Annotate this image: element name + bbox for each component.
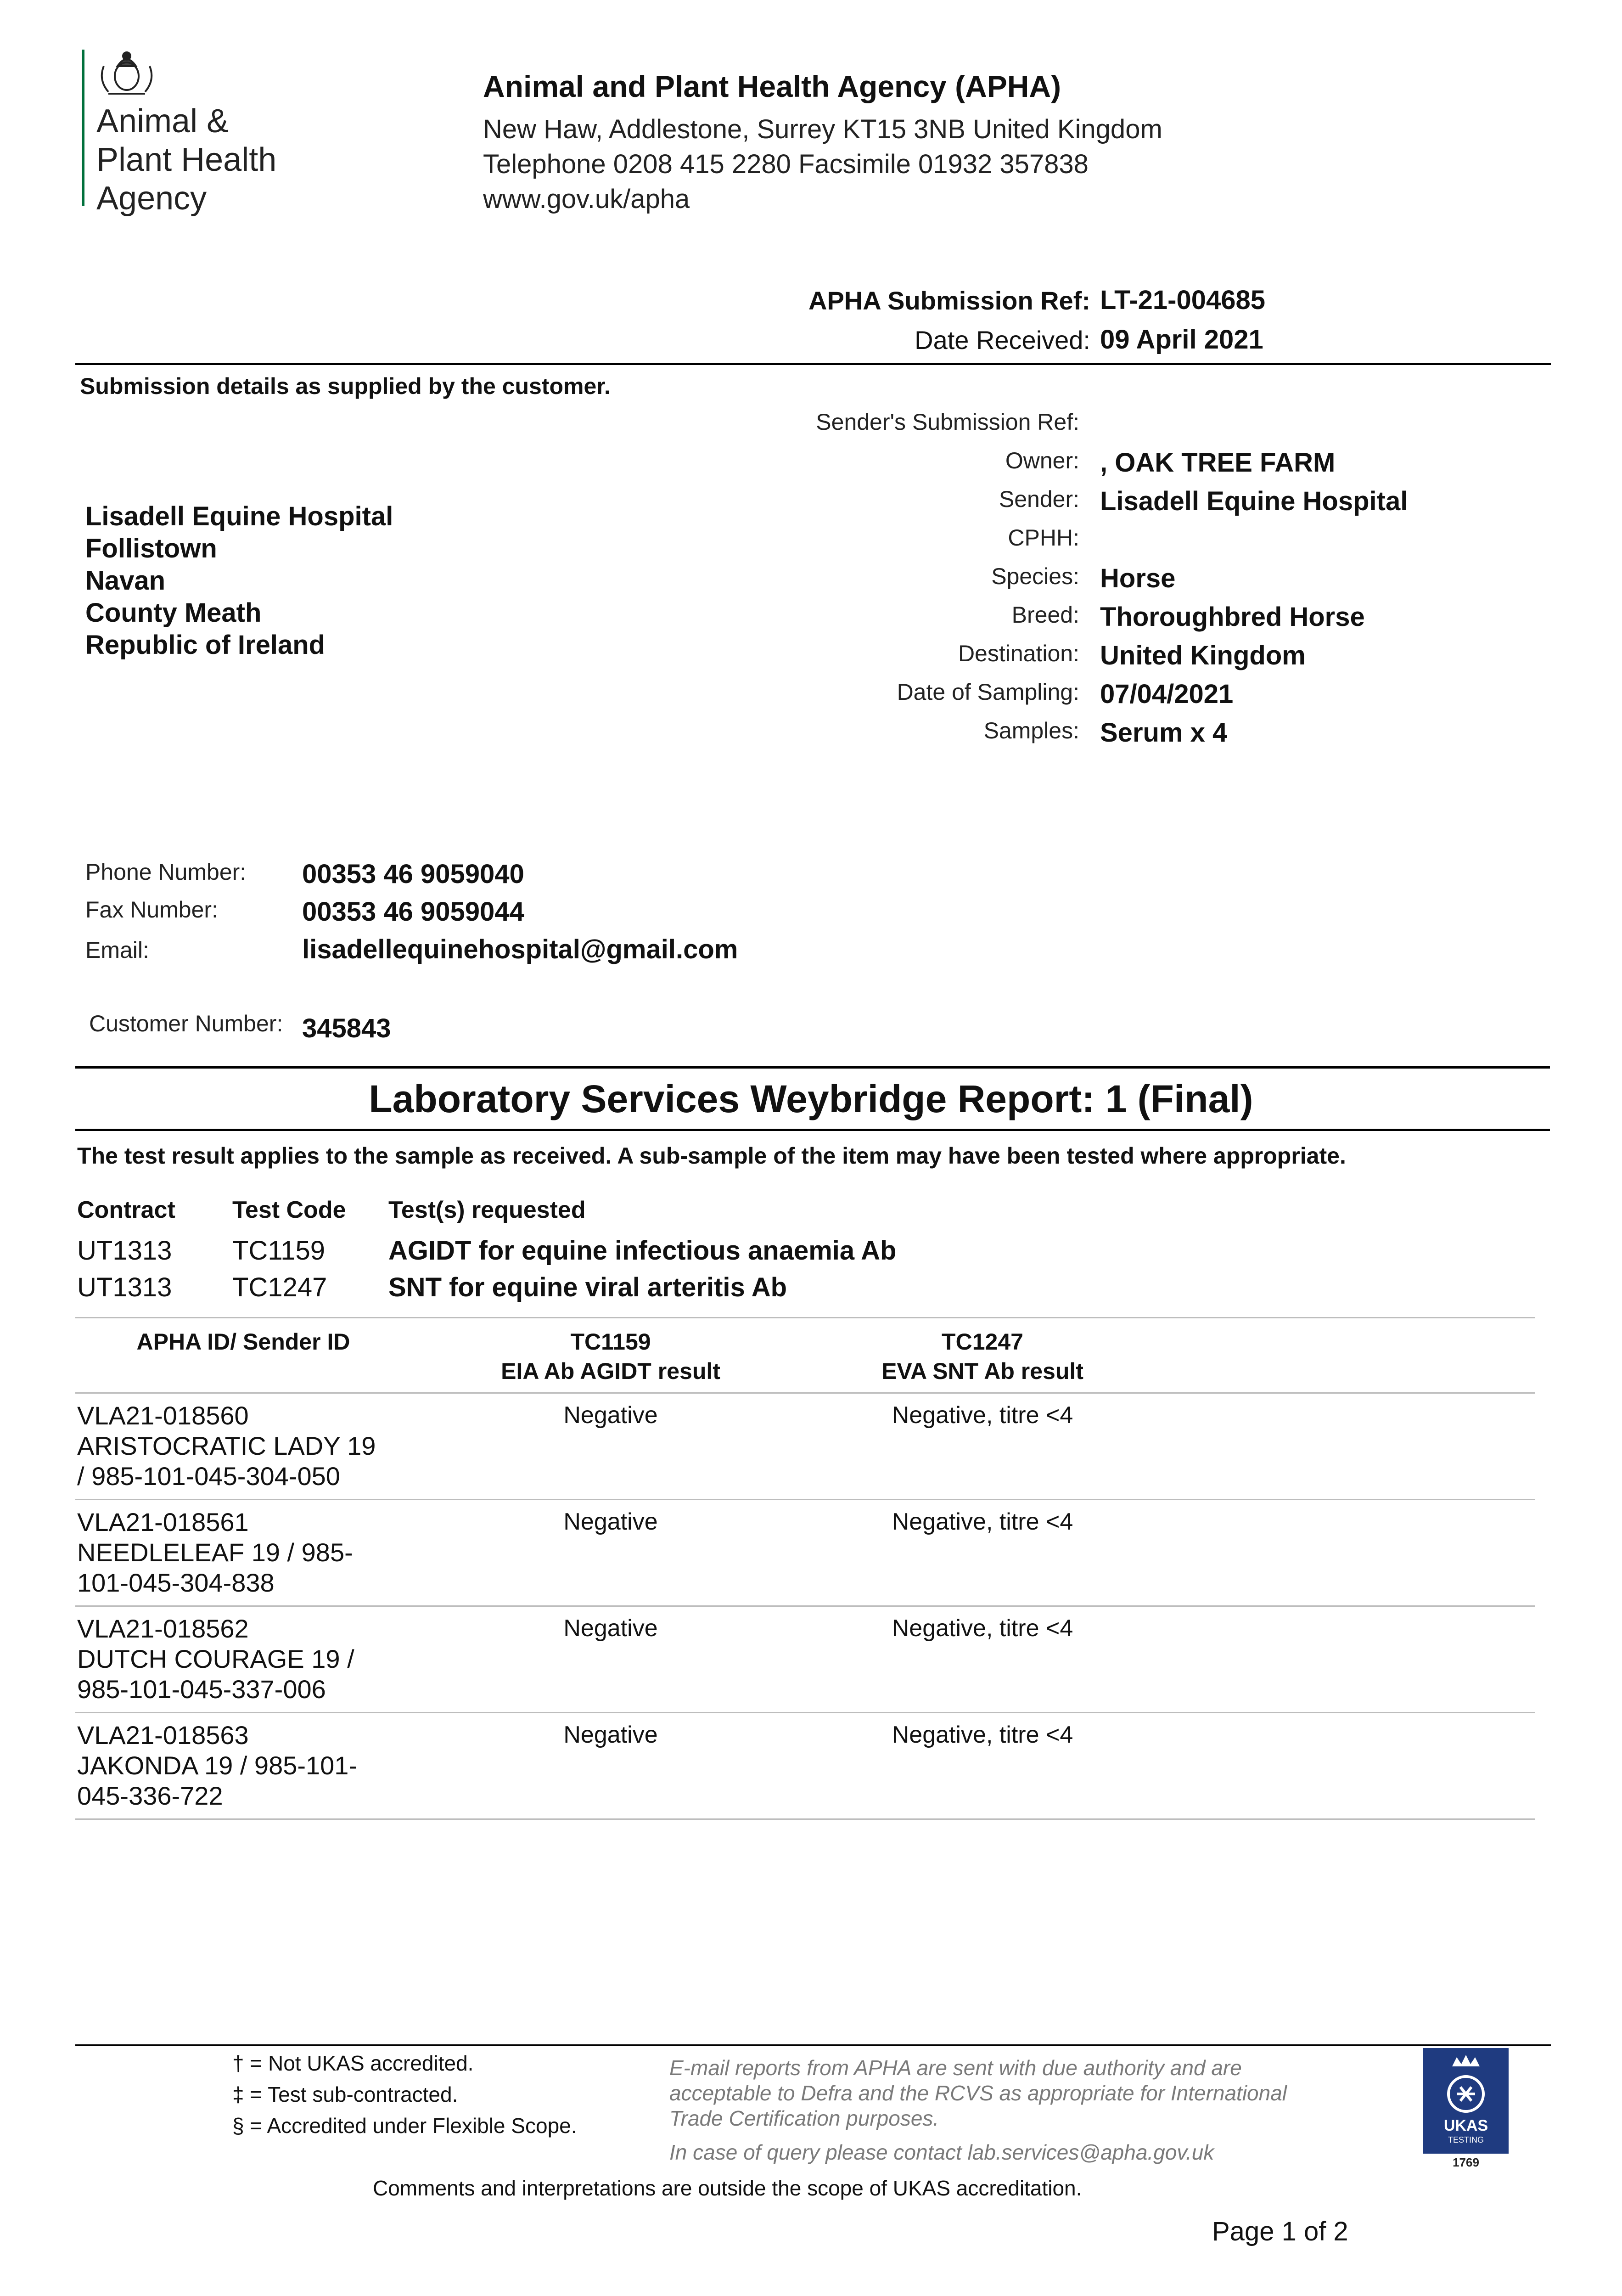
destination-value: United Kingdom	[1100, 641, 1306, 670]
sample-id: VLA21-018563 JAKONDA 19 / 985-101- 045-336-722	[77, 1721, 358, 1810]
eia-result: Negative	[563, 1508, 658, 1535]
email-label: Email:	[85, 937, 149, 963]
agency-phone-fax: Telephone 0208 415 2280 Facsimile 01932 357838	[483, 149, 1089, 179]
sample-id: VLA21-018561 NEEDLELEAF 19 / 985- 101-045-304-838	[77, 1508, 353, 1597]
test-code: TC1247	[232, 1272, 327, 1302]
sample-id: VLA21-018560 ARISTOCRATIC LADY 19 / 985-101-045-304-050	[77, 1401, 376, 1491]
email-value[interactable]: lisadellequinehospital@gmail.com	[302, 934, 738, 964]
fax-label: Fax Number:	[85, 897, 218, 923]
customer-address: Lisadell Equine Hospital Follistown Navan County Meath Republic of Ireland	[85, 501, 393, 660]
sender-value: Lisadell Equine Hospital	[1100, 486, 1408, 516]
royal-crest-icon	[95, 48, 159, 97]
eia-code-header: TC1159	[570, 1329, 651, 1355]
ukas-logo	[1423, 2048, 1509, 2169]
customer-number-value: 345843	[302, 1013, 391, 1043]
species-value: Horse	[1100, 563, 1176, 593]
details-caption: Submission details as supplied by the customer.	[80, 373, 611, 399]
destination-label: Destination:	[958, 641, 1079, 666]
key-subcontracted: ‡ = Test sub-contracted.	[232, 2082, 458, 2106]
cphh-label: CPHH:	[1008, 525, 1079, 551]
ukas-scope-note: Comments and interpretations are outside the scope of UKAS accreditation.	[373, 2176, 1082, 2200]
eva-result: Negative, titre <4	[892, 1615, 1073, 1642]
email-report-note: E-mail reports from APHA are sent with due authority and are acceptable to Defra and the RCVS as appropriate for International Trade Certification purposes.	[669, 2056, 1287, 2130]
eia-result-header: EIA Ab AGIDT result	[501, 1358, 720, 1384]
agency-website[interactable]: www.gov.uk/apha	[483, 184, 690, 214]
test-contract: UT1313	[77, 1272, 172, 1302]
row-divider	[75, 1818, 1535, 1820]
ukas-crown-icon	[1443, 2053, 1489, 2117]
eia-result: Negative	[563, 1722, 658, 1748]
eva-result: Negative, titre <4	[892, 1402, 1073, 1429]
row-divider	[75, 1499, 1535, 1500]
apha-id-header: APHA ID/ Sender ID	[136, 1329, 350, 1355]
query-note: In case of query please contact lab.services@apha.gov.uk	[669, 2140, 1214, 2164]
ukas-badge-text: UKAS	[1443, 2117, 1488, 2134]
test-code: TC1159	[232, 1236, 326, 1266]
eia-result: Negative	[563, 1402, 658, 1429]
test-contract: UT1313	[77, 1236, 172, 1266]
test-requested: AGIDT for equine infectious anaemia Ab	[388, 1236, 897, 1266]
report-bottom-divider	[75, 1129, 1550, 1131]
header-divider	[75, 363, 1551, 365]
row-divider	[75, 1712, 1535, 1713]
breed-label: Breed:	[1011, 602, 1079, 628]
results-top-divider	[75, 1317, 1535, 1318]
row-divider	[75, 1605, 1535, 1607]
tests-requested-header: Test(s) requested	[388, 1197, 586, 1223]
date-received-label: Date Received:	[915, 326, 1090, 355]
eva-result-header: EVA SNT Ab result	[881, 1358, 1083, 1384]
phone-label: Phone Number:	[85, 859, 247, 885]
eia-result: Negative	[563, 1615, 658, 1642]
ukas-badge-number: 1769	[1453, 2155, 1479, 2169]
owner-label: Owner:	[1005, 448, 1079, 473]
test-code-header: Test Code	[232, 1197, 346, 1223]
fax-value: 00353 46 9059044	[302, 897, 524, 927]
test-requested: SNT for equine viral arteritis Ab	[388, 1272, 787, 1302]
submission-ref-label: APHA Submission Ref:	[808, 286, 1090, 315]
agency-name: Animal and Plant Health Agency (APHA)	[483, 69, 1061, 103]
report-title: Laboratory Services Weybridge Report: 1 (Final)	[369, 1077, 1253, 1120]
page-number: Page 1 of 2	[1212, 2217, 1348, 2246]
key-flexible-scope: § = Accredited under Flexible Scope.	[232, 2114, 577, 2138]
date-received-value: 09 April 2021	[1100, 325, 1263, 355]
sender-label: Sender:	[999, 486, 1079, 512]
senders-ref-label: Sender's Submission Ref:	[816, 409, 1079, 435]
owner-value: , OAK TREE FARM	[1100, 448, 1336, 478]
samples-value: Serum x 4	[1100, 718, 1228, 748]
key-not-accredited: † = Not UKAS accredited.	[232, 2051, 474, 2075]
ukas-badge-sub: TESTING	[1448, 2135, 1484, 2144]
eva-code-header: TC1247	[942, 1329, 1023, 1355]
agency-logo-text: Animal & Plant Health Agency	[96, 103, 277, 217]
report-note: The test result applies to the sample as received. A sub-sample of the item may have been tested where appropriate.	[77, 1143, 1346, 1169]
logo-bar	[82, 50, 84, 206]
results-header-divider	[75, 1392, 1535, 1394]
species-label: Species:	[991, 563, 1079, 589]
sampling-date-label: Date of Sampling:	[897, 679, 1079, 705]
sample-id: VLA21-018562 DUTCH COURAGE 19 / 985-101-045-337-006	[77, 1614, 354, 1704]
submission-ref-value: LT-21-004685	[1100, 285, 1266, 315]
phone-value: 00353 46 9059040	[302, 859, 524, 889]
sampling-date-value: 07/04/2021	[1100, 679, 1234, 709]
samples-label: Samples:	[983, 718, 1079, 743]
contract-header: Contract	[77, 1197, 175, 1223]
customer-number-label: Customer Number:	[89, 1011, 283, 1036]
agency-address: New Haw, Addlestone, Surrey KT15 3NB United Kingdom	[483, 114, 1162, 144]
footer-divider	[75, 2044, 1551, 2046]
breed-value: Thoroughbred Horse	[1100, 602, 1365, 632]
report-top-divider	[75, 1066, 1550, 1069]
eva-result: Negative, titre <4	[892, 1508, 1073, 1535]
eva-result: Negative, titre <4	[892, 1722, 1073, 1748]
